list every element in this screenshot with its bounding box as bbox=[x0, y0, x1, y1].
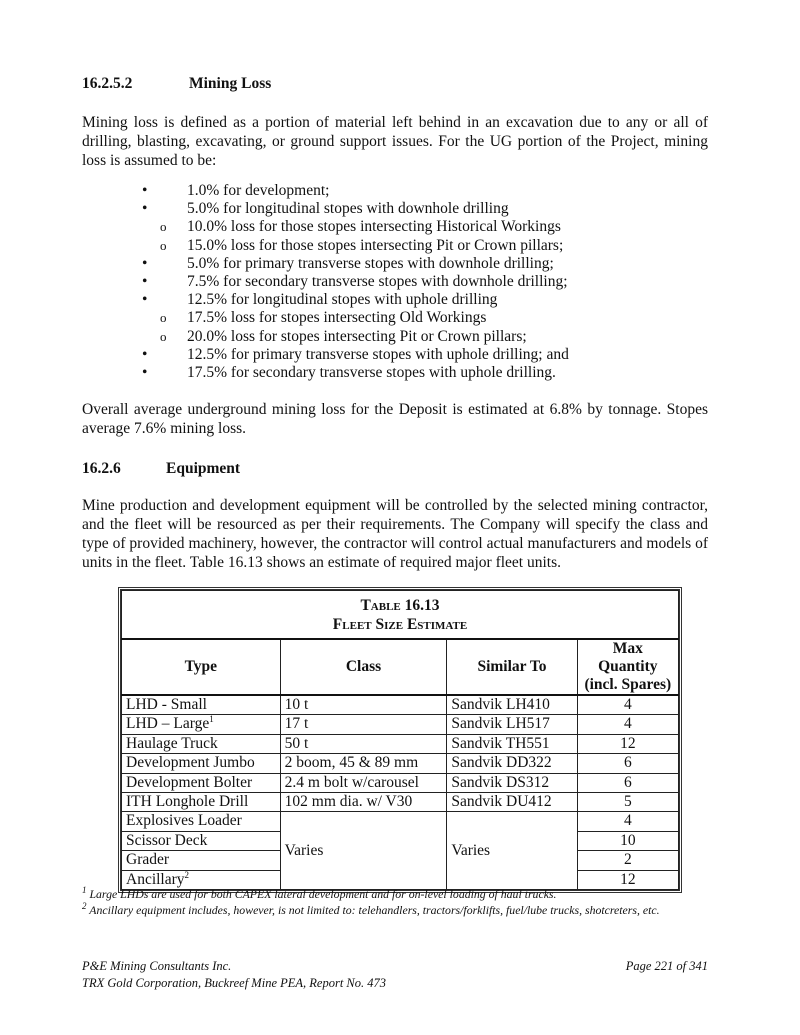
bullet-icon: • bbox=[142, 273, 148, 291]
table-footnote-1: $^1$ Large LHDs are used for both CAPEX lateral development and for on-level loading of haul trucks. bbox=[82, 885, 557, 901]
mining-loss-intro: Mining loss is defined as a portion of material left behind in an excavation due to any or all of drilling, blasting, excavating, or ground support issues. For the UG portion of the Project, mining loss is assumed to be: bbox=[82, 114, 708, 169]
column-header-class: Class bbox=[280, 639, 447, 695]
table-row: Ancillary$^2$ 12 bbox=[122, 870, 679, 889]
section-heading-mining-loss bbox=[82, 75, 271, 93]
footnote-ref: 1 bbox=[209, 714, 214, 725]
section-title: Mining Loss bbox=[189, 75, 272, 92]
column-header-max-quantity: Max Quantity (incl. Spares) bbox=[577, 639, 678, 695]
table-row: LHD – Large$^1$ 17 t Sandvik LH517 4 bbox=[122, 715, 679, 734]
footnote-ref: 2 bbox=[184, 869, 190, 880]
footer-company: P&E Mining Consultants Inc. bbox=[82, 959, 232, 973]
list-item: o 20.0% loss for stopes intersecting Pit or Crown pillars; bbox=[160, 327, 527, 345]
merged-class-cell: Varies bbox=[280, 812, 447, 890]
fleet-size-table bbox=[118, 587, 682, 893]
table-row: Grader 2 bbox=[122, 851, 679, 870]
circle-bullet-icon: o bbox=[160, 310, 167, 326]
list-item: o 10.0% loss for those stopes intersecting Historical Workings bbox=[160, 218, 561, 236]
section-number: 16.2.6 bbox=[82, 460, 121, 477]
table-row: Development Jumbo 2 boom, 45 & 89 mm Sandvik DD322 6 bbox=[122, 754, 679, 773]
circle-bullet-icon: o bbox=[160, 237, 167, 253]
bullet-icon: • bbox=[142, 182, 148, 199]
bullet-icon: • bbox=[142, 200, 148, 218]
table-title: Fleet Size Estimate bbox=[332, 616, 468, 633]
equipment-body: Mine production and development equipment will be controlled by the selected mining contractor, and the fleet will be resourced as per their requirements. The Company will specify the class and type of provided machinery, however, the contractor will control actual manufacturers and models of units in the fleet. Table 16.13 shows an estimate of required major fleet units. bbox=[82, 497, 708, 571]
circle-bullet-icon: o bbox=[160, 328, 167, 344]
table-caption bbox=[122, 591, 679, 640]
table-number: Table 16.13 bbox=[360, 597, 440, 614]
list-item: • 1.0% for development; bbox=[142, 182, 330, 199]
mining-loss-list bbox=[82, 182, 708, 382]
page-footer bbox=[82, 958, 708, 992]
bullet-icon: • bbox=[142, 254, 148, 272]
table-row: ITH Longhole Drill 102 mm dia. w/ V30 Sandvik DU412 5 bbox=[122, 793, 679, 812]
column-header-type: Type bbox=[122, 639, 281, 695]
table-row: Explosives Loader Varies Varies 4 bbox=[122, 812, 679, 831]
table-footnote-2: $^2$ Ancillary equipment includes, however, is not limited to: telehandlers, tractors/forklifts, fuel/lube trucks, shotcreters, etc. bbox=[82, 901, 660, 917]
mining-loss-summary: Overall average underground mining loss for the Deposit is estimated at 6.8% by tonnage. Stopes average 7.6% mining loss. bbox=[82, 401, 708, 437]
list-item: o 17.5% loss for stopes intersecting Old Workings bbox=[160, 309, 487, 327]
list-item: • 12.5% for longitudinal stopes with uphole drilling bbox=[142, 291, 498, 309]
page-number: Page 221 of 341 bbox=[625, 959, 708, 973]
bullet-icon: • bbox=[142, 345, 148, 363]
footer-report: TRX Gold Corporation, Buckreef Mine PEA, Report No. 473 bbox=[82, 976, 387, 990]
section-number: 16.2.5.2 bbox=[82, 75, 133, 92]
list-item: • 5.0% for primary transverse stopes with downhole drilling; bbox=[142, 254, 554, 272]
list-item: • 12.5% for primary transverse stopes with uphole drilling; and bbox=[142, 345, 569, 363]
section-title: Equipment bbox=[166, 460, 241, 477]
column-header-similar-to: Similar To bbox=[447, 639, 577, 695]
list-item: • 5.0% for longitudinal stopes with downhole drilling bbox=[142, 200, 509, 218]
list-item: • 17.5% for secondary transverse stopes with uphole drilling. bbox=[142, 364, 556, 382]
bullet-icon: • bbox=[142, 364, 148, 382]
section-heading-equipment bbox=[82, 460, 240, 478]
table-row: LHD - Small 10 t Sandvik LH410 4 bbox=[122, 695, 679, 715]
merged-similar-cell: Varies bbox=[447, 812, 577, 890]
table-row: Scissor Deck 10 bbox=[122, 831, 679, 850]
table-row: Haulage Truck 50 t Sandvik TH551 12 bbox=[122, 734, 679, 753]
bullet-icon: • bbox=[142, 291, 148, 309]
list-item: o 15.0% loss for those stopes intersecting Pit or Crown pillars; bbox=[160, 236, 564, 254]
circle-bullet-icon: o bbox=[160, 219, 167, 235]
table-row: Development Bolter 2.4 m bolt w/carousel Sandvik DS312 6 bbox=[122, 773, 679, 792]
list-item: • 7.5% for secondary transverse stopes with downhole drilling; bbox=[142, 273, 568, 291]
